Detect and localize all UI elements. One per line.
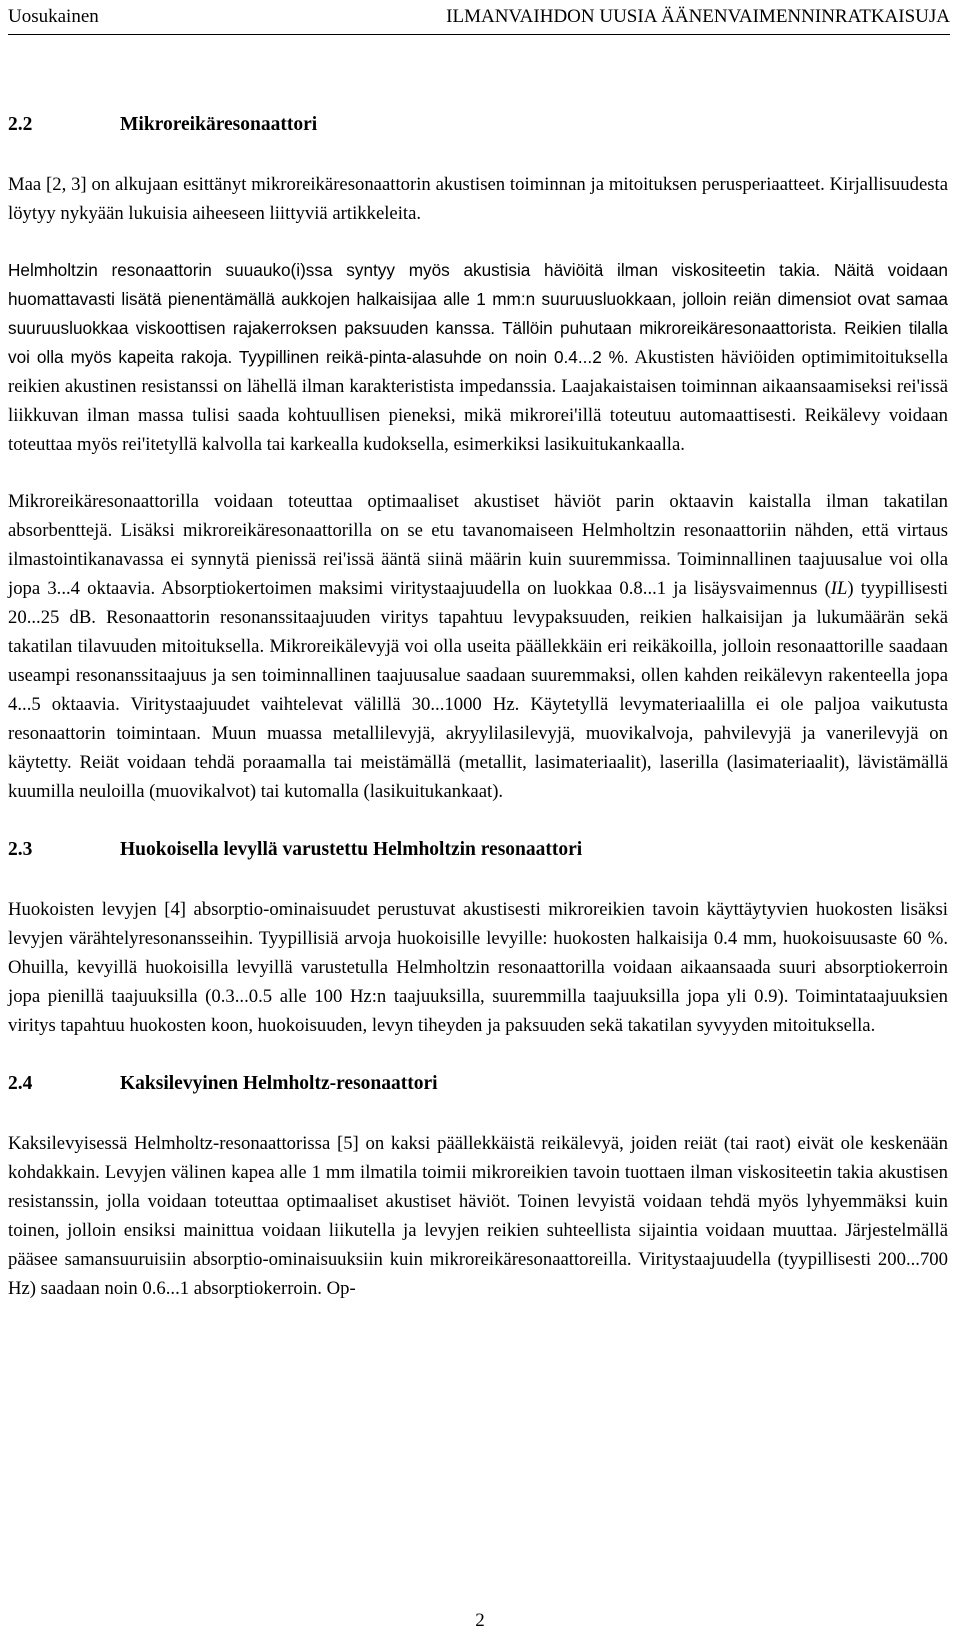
section-number: 2.4 [8, 1073, 33, 1094]
paragraph-run: Mikroreikäresonaattorilla voidaan toteuttaa optimaaliset akustiset häviöt parin oktaavin kaistalla ilman takatilan absorbenttejä. Lisäksi mikroreikäresonaattorilla on se etu tavanomaiseen Helmholtzin resonaattoriin nähden, että virtaus ilmastointikanavassa ei synnytä pienissä rei'issä ääntä siinä määrin kuin suuremmissa. Toiminnallinen taajuusalue voi olla jopa 3...4 oktaavia. Absorptiokertoimen maksimi viritystaajuudella on luokkaa 0.8...1 ja lisäysvaimennus ( [8, 491, 948, 599]
paragraph: Maa [2, 3] on alkujaan esittänyt mikroreikäresonaattorin akustisen toiminnan ja mitoituksen perusperiaatteet. Kirjallisuudesta löytyy nykyään lukuisia aiheeseen liittyviä artikkeleita. [8, 174, 948, 224]
italic-term: IL [830, 578, 848, 599]
paragraph: Kaksilevyisessä Helmholtz-resonaattorissa [5] on kaksi päällekkäistä reikälevyä, joiden reiät (tai raot) eivät ole keskenään kohdakkain. Levyjen välinen kapea alle 1 mm ilmatila toimii mikroreikien tavoin tuottaen ilman viskositeetin takia akustisen resistanssin, jolla voidaan toteuttaa optimaaliset akustiset häviöt. Toinen levyistä voidaan tehdä myös lyhyemmäksi kuin toinen, jolloin ensiksi mainittua voidaan liikutella ja levyjen reikien suhteellista sijaintia voidaan muuttaa. Järjestelmällä pääsee samansuuruisiin absorptio-ominaisuuksiin kuin mikroreikäresonaattoreilla. Viritystaajuudella (tyypillisesti 200...700 Hz) saadaan noin 0.6...1 absorptiokerroin. Op- [8, 1133, 948, 1299]
paragraph [8, 256, 948, 459]
section-heading-2-2 [8, 110, 948, 140]
section-heading-2-3 [8, 835, 948, 865]
section-title: Mikroreikäresonaattori [120, 114, 318, 135]
paragraph-run: ) tyypillisesti 20...25 dB. Resonaattorin resonanssitaajuuden viritys tapahtuu levypaksuuden, reikien halkaisijan ja lukumäärän sekä takatilan tilavuuden mitoituksella. Mikroreikälevyjä voi olla useita päällekkäin eri reikäkoilla, jolloin resonaattorille saadaan useampi resonanssitaajuus ja sen toiminnallinen taajuusalue saadaan suuremmaksi, ollen kahden reikälevyn rakenteella jopa 4...5 oktaavia. Viritystaajuudet vaihtelevat välillä 30...1000 Hz. Käytetyllä levymateriaalilla ei ole paljoa vaikutusta resonaattorin toimintaan. Muun muassa metallilevyjä, akryylilasilevyjä, muovikalvoja, pahvilevyjä ja vanerilevyjä on käytetty. Reiät voidaan tehdä poraamalla tai meistämällä (metallit, lasimateriaalit), laserilla (lasimateriaalit), lävistämällä kuumilla neuloilla (muovikalvot) tai kutomalla (lasikuitukankaat). [8, 578, 949, 802]
page-number: 2 [475, 1610, 485, 1631]
header-author: Uosukainen [8, 6, 99, 27]
header-title: ILMANVAIHDON UUSIA ÄÄNENVAIMENNINRATKAISUJA [446, 6, 950, 27]
section-title: Kaksilevyinen Helmholtz-resonaattori [120, 1073, 438, 1094]
section-number: 2.3 [8, 839, 33, 860]
paragraph: Huokoisten levyjen [4] absorptio-ominaisuudet perustuvat akustisesti mikroreikien tavoin käyttäytyvien huokosten lisäksi levyjen värähtelyresonansseihin. Tyypillisiä arvoja huokoisille levyille: huokosten halkaisija 0.4 mm, huokoisuusaste 60 %. Ohuilla, kevyillä huokoisilla levyillä varustetulla Helmholtzin resonaattorilla voidaan aikaansaada suuri absorptiokerroin jopa pienillä taajuuksilla (0.3...0.5 alle 100 Hz:n taajuuksilla, suuremmilla taajuuksilla jopa yli 0.9). Toimintataajuuksien viritys tapahtuu huokosten koon, huokoisuuden, levyn tiheyden ja paksuuden sekä takatilan syvyyden mitoituksella. [8, 899, 948, 1036]
paragraph-run: Helmholtzin resonaattorin suuauko(i)ssa syntyy myös akustisia häviöitä ilman viskositeetin takia. Näitä voidaan huomattavasti lisätä pienentämällä aukkojen halkaisijaa alle 1 mm:n suuruusluokkaan, jolloin reiän dimensiot ovat samaa suuruusluokkaa viskoottisen rajakerroksen paksuuden kanssa. Tällöin puhutaan mikroreikäresonaattorista. Reikien tilalla voi olla myös kapeita rakoja. Tyypillinen reikä-pinta-alasuhde on noin 0.4...2 %. [8, 260, 948, 367]
page-content [8, 110, 948, 1303]
running-header [8, 4, 950, 35]
paragraph [8, 487, 948, 806]
paragraph-run: Akustisten häviöiden optimimitoituksella reikien akustinen resistanssi on lähellä ilman karakteristista impedanssia. Laajakaistaisen toiminnan aikaansaamiseksi rei'issä liikkuvan ilman massa tulisi saada kohtuullisen pieneksi, mikä mikrorei'illä toteutuu automaattisesti. Reikälevy voidaan toteuttaa myös rei'itetyllä kalvolla tai karkealla kudoksella, esimerkiksi lasikuitukankaalla. [8, 347, 948, 455]
section-number: 2.2 [8, 114, 33, 135]
section-heading-2-4 [8, 1069, 948, 1099]
section-title: Huokoisella levyllä varustettu Helmholtzin resonaattori [120, 839, 583, 860]
